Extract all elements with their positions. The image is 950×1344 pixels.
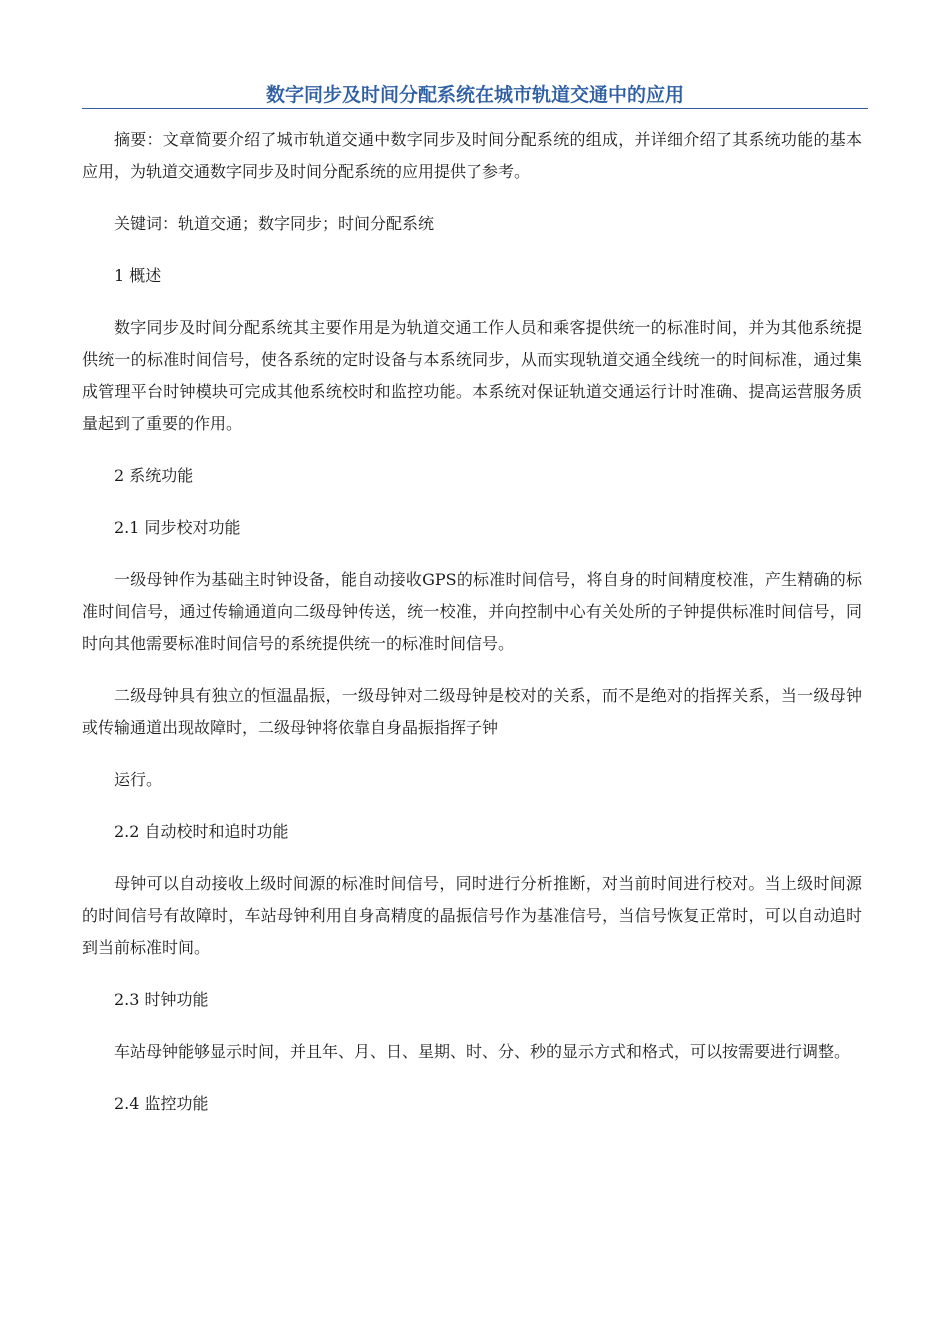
document-body: [82, 124, 862, 1140]
section-1-heading: 1 概述: [114, 266, 162, 285]
section-2-3-heading: 2.3 时钟功能: [114, 990, 209, 1009]
keywords-line: 关键词：轨道交通；数字同步；时间分配系统: [114, 214, 435, 233]
section-2-2-paragraph: 母钟可以自动接收上级时间源的标准时间信号，同时进行分析推断，对当前时间进行校对。当上级时间源的时间信号有故障时，车站母钟利用自身高精度的晶振信号作为基准信号，当信号恢复正常时，可以自动追时到当前标准时间。: [82, 874, 862, 957]
section-2-4-heading: 2.4 监控功能: [114, 1094, 209, 1113]
section-2-3-paragraph: 车站母钟能够显示时间，并且年、月、日、星期、时、分、秒的显示方式和格式，可以按需要进行调整。: [114, 1042, 851, 1061]
section-2-heading: 2 系统功能: [114, 466, 194, 485]
document-title: 数字同步及时间分配系统在城市轨道交通中的应用: [265, 84, 684, 106]
section-2-1-paragraph-3: 运行。: [114, 770, 163, 789]
section-2-1-paragraph-2: 二级母钟具有独立的恒温晶振，一级母钟对二级母钟是校对的关系，而不是绝对的指挥关系，当一级母钟或传输通道出现故障时，二级母钟将依靠自身晶振指挥子钟: [82, 686, 862, 737]
section-1-paragraph: 数字同步及时间分配系统其主要作用是为轨道交通工作人员和乘客提供统一的标准时间，并为其他系统提供统一的标准时间信号，使各系统的定时设备与本系统同步，从而实现轨道交通全线统一的时间标准，通过集成管理平台时钟模块可完成其他系统校时和监控功能。本系统对保证轨道交通运行计时准确、提高运营服务质量起到了重要的作用。: [82, 318, 862, 433]
title-underline: [82, 108, 868, 109]
abstract-paragraph: 摘要：文章简要介绍了城市轨道交通中数字同步及时间分配系统的组成，并详细介绍了其系统功能的基本应用，为轨道交通数字同步及时间分配系统的应用提供了参考。: [82, 130, 862, 181]
section-2-1-paragraph-1: 一级母钟作为基础主时钟设备，能自动接收GPS的标准时间信号，将自身的时间精度校准，产生精确的标准时间信号，通过传输通道向二级母钟传送，统一校准，并向控制中心有关处所的子钟提供标准时间信号，同时向其他需要标准时间信号的系统提供统一的标准时间信号。: [82, 570, 862, 653]
section-2-2-heading: 2.2 自动校时和追时功能: [114, 822, 289, 841]
section-2-1-heading: 2.1 同步校对功能: [114, 518, 241, 537]
